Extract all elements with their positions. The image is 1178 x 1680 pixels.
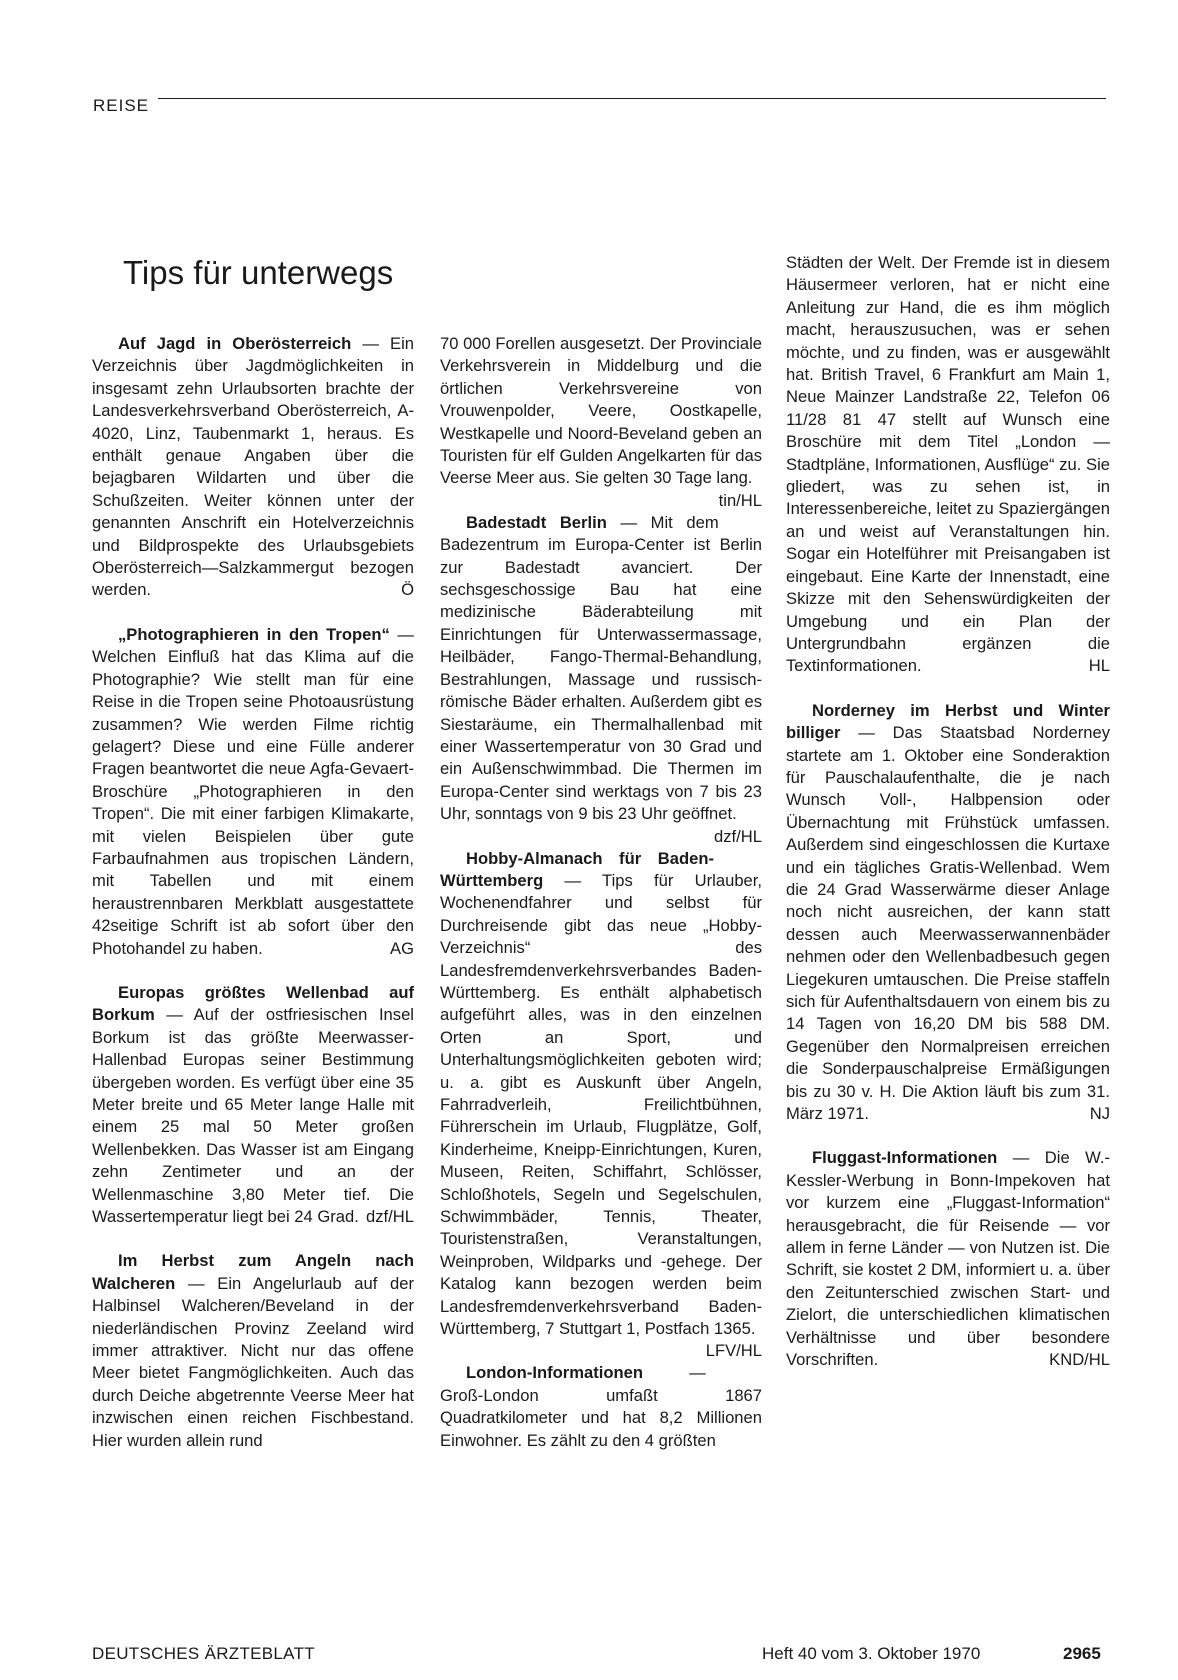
header-rule xyxy=(158,98,1106,99)
article-headline: Auf Jagd in Oberösterreich xyxy=(118,334,352,353)
footer-journal: DEUTSCHES ÄRZTEBLATT xyxy=(92,1644,315,1663)
article xyxy=(92,624,414,960)
article xyxy=(440,1362,762,1452)
article xyxy=(92,982,414,1228)
article-body: — Auf der ostfriesischen Insel Borkum ist das größte Meerwasser-Hallenbad Europas seiner Bestimmung übergeben worden. Es verfügt über eine 35 Meter breite und 65 Meter lange Halle mit einem 25 mal 50 Meter großen Wellenbekken. Das Wasser ist am Eingang zehn Zentimeter und an der Wellenmaschine 3,80 Meter tief. Die Wassertemperatur liegt bei 24 Grad. xyxy=(92,1005,414,1227)
article xyxy=(92,1250,414,1452)
article-body: — Das Staatsbad Norderney startete am 1. Oktober eine Sonderaktion für Pauschalaufenthalte, die je nach Wunsch Voll-, Halbpension oder Übernachtung mit Frühstück umfassen. Außerdem sind eingeschlossen die Kurtaxe und ein tägliches Gratis-Wellenbad. Wem die 24 Grad Wasserwärme dieser Anlage noch nicht ausreichen, der kann statt dessen auch Meerwasserwannenbäder nehmen oder den Wellenbadbesuch gegen Liegekuren umtauschen. Die Preise staffeln sich für Aufenthaltsdauern von einem bis zu 14 Tagen von 16,20 DM bis 588 DM. Gegenüber den Normalpreisen erreichen die Sonderpauschalpreise Ermäßigungen bis zu 30 v. H. Die Aktion läuft bis zum 31. März 1971. xyxy=(786,723,1110,1124)
article-body: — Tips für Urlauber, Wochenendfahrer und selbst für Durchreisende gibt das neue „Hobby-Verzeichnis“ des Landesfremdenverkehrsverbandes Baden-Württemberg. Es enthält alphabetisch aufgeführt alles, was in den einzelnen Orten an Sport, und Unterhaltungsmöglichkeiten geboten wird; u. a. gibt es Auskunft über Angeln, Fahrradverleih, Freilichtbühnen, Führerschein im Urlaub, Flugplätze, Golf, Kinderheime, Kneipp-Einrichtungen, Kuren, Museen, Reiten, Schiffahrt, Schlösser, Schloßhotels, Segeln und Segelschulen, Schwimmbäder, Tennis, Theater, Touristenstraßen, Veranstaltungen, Weinproben, Wildparks und -gehege. Der Katalog kann bezogen werden beim Landesfremdenverkehrsverband Baden-Württemberg, 7 Stuttgart 1, Postfach 1365. xyxy=(440,870,762,1339)
article-headline: „Photographieren in den Tropen“ xyxy=(118,624,390,644)
article-signature: Ö xyxy=(401,580,414,600)
article-signature: LFV/HL xyxy=(705,1341,762,1361)
article-headline: London-Informationen xyxy=(466,1363,643,1383)
article-body: — Groß-London umfaßt 1867 Quadratkilometer und hat 8,2 Millionen Einwohner. Es zählt zu den 4 größten xyxy=(440,1363,762,1450)
article-headline: Fluggast-Informationen xyxy=(812,1148,998,1168)
article-headline: Europas größtes Wellenbad auf Borkum xyxy=(92,982,414,1025)
article-signature: dzf/HL xyxy=(366,1207,414,1227)
article xyxy=(440,848,762,1361)
article xyxy=(786,700,1110,1126)
article-signature: dzf/HL xyxy=(714,826,762,846)
footer-page-number: 2965 xyxy=(1063,1644,1101,1663)
article-continuation xyxy=(440,333,762,510)
article-body: — Mit dem Badezentrum im Europa-Center ist Berlin zur Badestadt avanciert. Der sechsgeschossige Bau hat eine medizinische Bäderabteilung mit Einrichtungen für Unterwassermassage, Heilbäder, Fango-Thermal-Behandlung, Bestrahlungen, Massage und russisch-römische Bäder erhalten. Außerdem gibt es Siestaräume, ein Thermalhallenbad mit einer Wassertemperatur von 30 Grad und ein Außenschwimmbad. Die Thermen im Europa-Center sind werktags von 7 bis 23 Uhr, sonntags von 9 bis 23 Uhr geöffnet. xyxy=(440,512,762,824)
article-body: 70 000 Forellen ausgesetzt. Der Provinciale Verkehrsverein in Middelburg und die örtlichen Verkehrsvereine von Vrouwenpolder, Veere, Oostkapelle, Westkapelle und Noord-Beveland geben an Touristen für elf Gulden Angelkarten für das Veerse Meer aus. Sie gelten 30 Tage lang. xyxy=(440,334,762,488)
article-signature: AG xyxy=(390,938,414,958)
article-body: Städten der Welt. Der Fremde ist in diesem Häusermeer verloren, hat er nicht eine Anleitung zur Hand, die es ihm möglich macht, herauszusuchen, was er sehen möchte, und zu finden, was er ausgewählt hat. British Travel, 6 Frankfurt am Main 1, Neue Mainzer Landstraße 22, Telefon 06 11/28 81 47 stellt auf Wunsch eine Broschüre mit dem Titel „London — Stadtpläne, Informationen, Ausflüge“ zu. Sie gliedert, was zu sehen ist, in Interessenbereiche, leitet zu Spaziergängen an und weist auf Veranstaltungen hin. Sogar ein Hotelführer mit Preisangaben ist eingebaut. Eine Karte der Innenstadt, eine Skizze mit den Sehenswürdigkeiten der Umgebung und ein Plan der Untergrundbahn ergänzen die Textinformationen. xyxy=(786,253,1110,676)
article-headline: Badestadt Berlin xyxy=(466,512,607,532)
article-signature: KND/HL xyxy=(1049,1350,1110,1370)
page-title: Tips für unterwegs xyxy=(123,254,394,291)
article-body: — Die W.-Kessler-Werbung in Bonn-Impekoven hat vor kurzem eine „Fluggast-Information“ herausgebracht, die für Reisende — vor allem in ferne Länder — von Nutzen ist. Die Schrift, sie kostet 2 DM, informiert u. a. über den Zeitunterschied zwischen Start- und Zielort, die unterschiedlichen klimatischen Verhältnisse und über besondere Vorschriften. xyxy=(786,1148,1110,1370)
article-headline: Hobby-Almanach für Baden-Württemberg xyxy=(440,848,715,890)
column-2 xyxy=(440,333,762,1474)
article xyxy=(440,512,762,846)
article xyxy=(92,333,414,602)
article-signature: HL xyxy=(1088,656,1110,676)
footer-issue: Heft 40 vom 3. Oktober 1970 xyxy=(762,1644,981,1663)
article-signature: NJ xyxy=(1089,1104,1110,1124)
section-label: REISE xyxy=(93,96,150,115)
article-signature: tin/HL xyxy=(718,490,762,510)
article-headline: Im Herbst zum Angeln nach Walcheren xyxy=(92,1251,414,1293)
article-body: — Ein Angelurlaub auf der Halbinsel Walcheren/Beveland in der niederländischen Provinz Zeeland wird immer attraktiver. Nicht nur das offene Meer bietet Fangmöglichkeiten. Auch das durch Deiche abgetrennte Veerse Meer hat inzwischen einen reichen Fischbestand. Hier wurden allein rund xyxy=(92,1273,414,1450)
article-headline: Norderney im Herbst und Winter billiger xyxy=(786,700,1110,743)
article xyxy=(786,1147,1110,1371)
article-body: — Ein Verzeichnis über Jagdmöglichkeiten in insgesamt zehn Urlaubsorten brachte der Landesverkehrsverband Oberösterreich, A-4020, Linz, Taubenmarkt 1, heraus. Es enthält genaue Angaben über die bejagbaren Wildarten und über die Schußzeiten. Weiter können unter der genannten Anschrift ein Hotelverzeichnis und Bildprospekte des Urlaubsgebiets Oberösterreich—Salzkammergut bezogen werden. xyxy=(92,334,414,600)
article-continuation xyxy=(786,252,1110,678)
column-3 xyxy=(786,252,1110,1394)
column-1 xyxy=(92,333,414,1474)
article-body: — Welchen Einfluß hat das Klima auf die Photographie? Wie stellt man für eine Reise in die Tropen seine Photoausrüstung zusammen? Wie werden Filme richtig gelagert? Diese und eine Fülle anderer Fragen beantwortet die neue Agfa-Gevaert-Broschüre „Photographieren in den Tropen“. Die mit einer farbigen Klimakarte, mit vielen Beispielen über gute Farbaufnahmen aus tropischen Ländern, mit Tabellen und mit einem heraustrennbaren Merkblatt ausgestattete 42seitige Schrift ist ab sofort über den Photohandel zu haben. xyxy=(92,624,414,958)
